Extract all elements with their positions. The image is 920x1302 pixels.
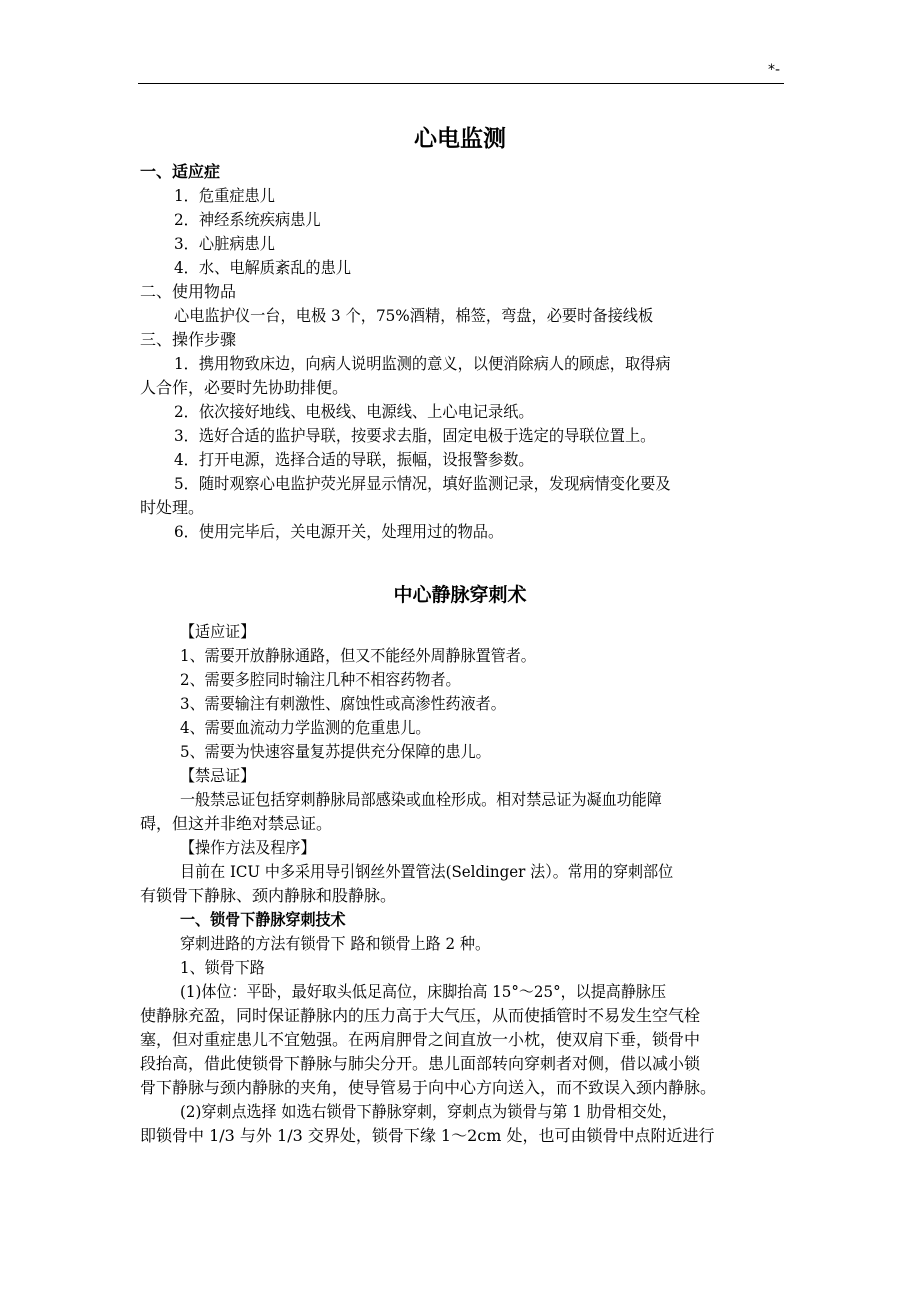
position-text-cont: 段抬高，借此使锁骨下静脉与肺尖分开。患儿面部转向穿刺者对侧，借以减小锁 [140, 1054, 701, 1073]
list-item: 5、需要为快速容量复苏提供充分保障的患儿。 [180, 742, 491, 761]
supplies-text: 心电监护仪一台，电极 3 个，75%酒精，棉签，弯盘，必要时备接线板 [174, 306, 654, 325]
heading-indications: 一、适应症 [140, 162, 221, 181]
puncture-point-text-cont: 即锁骨中 1/3 与外 1/3 交界处，锁骨下缘 1～2cm 处，也可由锁骨中点附近进行 [140, 1126, 715, 1145]
list-item: 2．神经系统疾病患儿 [174, 210, 321, 229]
heading-supplies: 二、使用物品 [140, 282, 237, 301]
puncture-point-text: (2)穿刺点选择 如选右锁骨下静脉穿刺，穿刺点为锁骨与第 1 肋骨相交处， [180, 1102, 677, 1121]
position-text-cont: 塞，但对重症患儿不宜勉强。在两肩胛骨之间直放一小枕，使双肩下垂，锁骨中 [140, 1030, 701, 1049]
header-mark: *- [768, 62, 781, 78]
heading-subclavian: 一、锁骨下静脉穿刺技术 [180, 910, 346, 929]
list-item: 3．心脏病患儿 [174, 234, 275, 253]
list-item: 4．水、电解质紊乱的患儿 [174, 258, 352, 277]
title-central-venous-puncture: 中心静脉穿刺术 [393, 584, 527, 606]
step-2: 2．依次接好地线、电极线、电源线、上心电记录纸。 [174, 402, 534, 421]
step-5: 5．随时观察心电监护荧光屏显示情况，填好监测记录，发现病情变化要及 [174, 474, 671, 493]
list-item: 3、需要输注有刺激性、腐蚀性或高渗性药液者。 [180, 694, 506, 713]
heading-steps: 三、操作步骤 [140, 330, 237, 349]
list-item: 1．危重症患儿 [174, 186, 275, 205]
list-item: 1、需要开放静脉通路，但又不能经外周静脉置管者。 [180, 646, 536, 665]
list-item: 2、需要多腔同时输注几种不相容药物者。 [180, 670, 461, 689]
subclavian-text: 穿刺进路的方法有锁骨下 路和锁骨上路 2 种。 [180, 934, 491, 953]
step-1: 1．携用物致床边，向病人说明监测的意义，以便消除病人的顾虑，取得病 [174, 354, 671, 373]
contra-text-cont: 碍，但这并非绝对禁忌证。 [140, 814, 333, 833]
heading-contraindications: 【禁忌证】 [180, 766, 256, 785]
position-text-cont: 骨下静脉与颈内静脉的夹角，使导管易于向中心方向送入，而不致误入颈内静脉。 [140, 1078, 717, 1097]
method-text-cont: 有锁骨下静脉、颈内静脉和股静脉。 [140, 886, 397, 905]
step-3: 3．选好合适的监护导联，按要求去脂，固定电极于选定的导联位置上。 [174, 426, 656, 445]
step-1-cont: 人合作，必要时先协助排便。 [140, 378, 349, 397]
header-rule [138, 83, 784, 84]
method-text: 目前在 ICU 中多采用导引钢丝外置管法(Seldinger 法）。常用的穿刺部位 [180, 862, 674, 881]
title-ecg-monitoring: 心电监测 [414, 126, 506, 152]
subclavian-route: 1、锁骨下路 [180, 958, 265, 977]
list-item: 4、需要血流动力学监测的危重患儿。 [180, 718, 431, 737]
step-4: 4．打开电源，选择合适的导联，振幅，设报警参数。 [174, 450, 534, 469]
heading-method: 【操作方法及程序】 [180, 838, 316, 857]
contra-text: 一般禁忌证包括穿刺静脉局部感染或血栓形成。相对禁忌证为凝血功能障 [180, 790, 662, 809]
step-6: 6．使用完毕后，关电源开关，处理用过的物品。 [174, 522, 504, 541]
position-text: (1)体位：平卧，最好取头低足高位，床脚抬高 15°～25°，以提高静脉压 [180, 982, 667, 1001]
step-5-cont: 时处理。 [140, 498, 205, 517]
position-text-cont: 使静脉充盈，同时保证静脉内的压力高于大气压，从而使插管时不易发生空气栓 [140, 1006, 701, 1025]
heading-indications-2: 【适应证】 [180, 622, 256, 641]
